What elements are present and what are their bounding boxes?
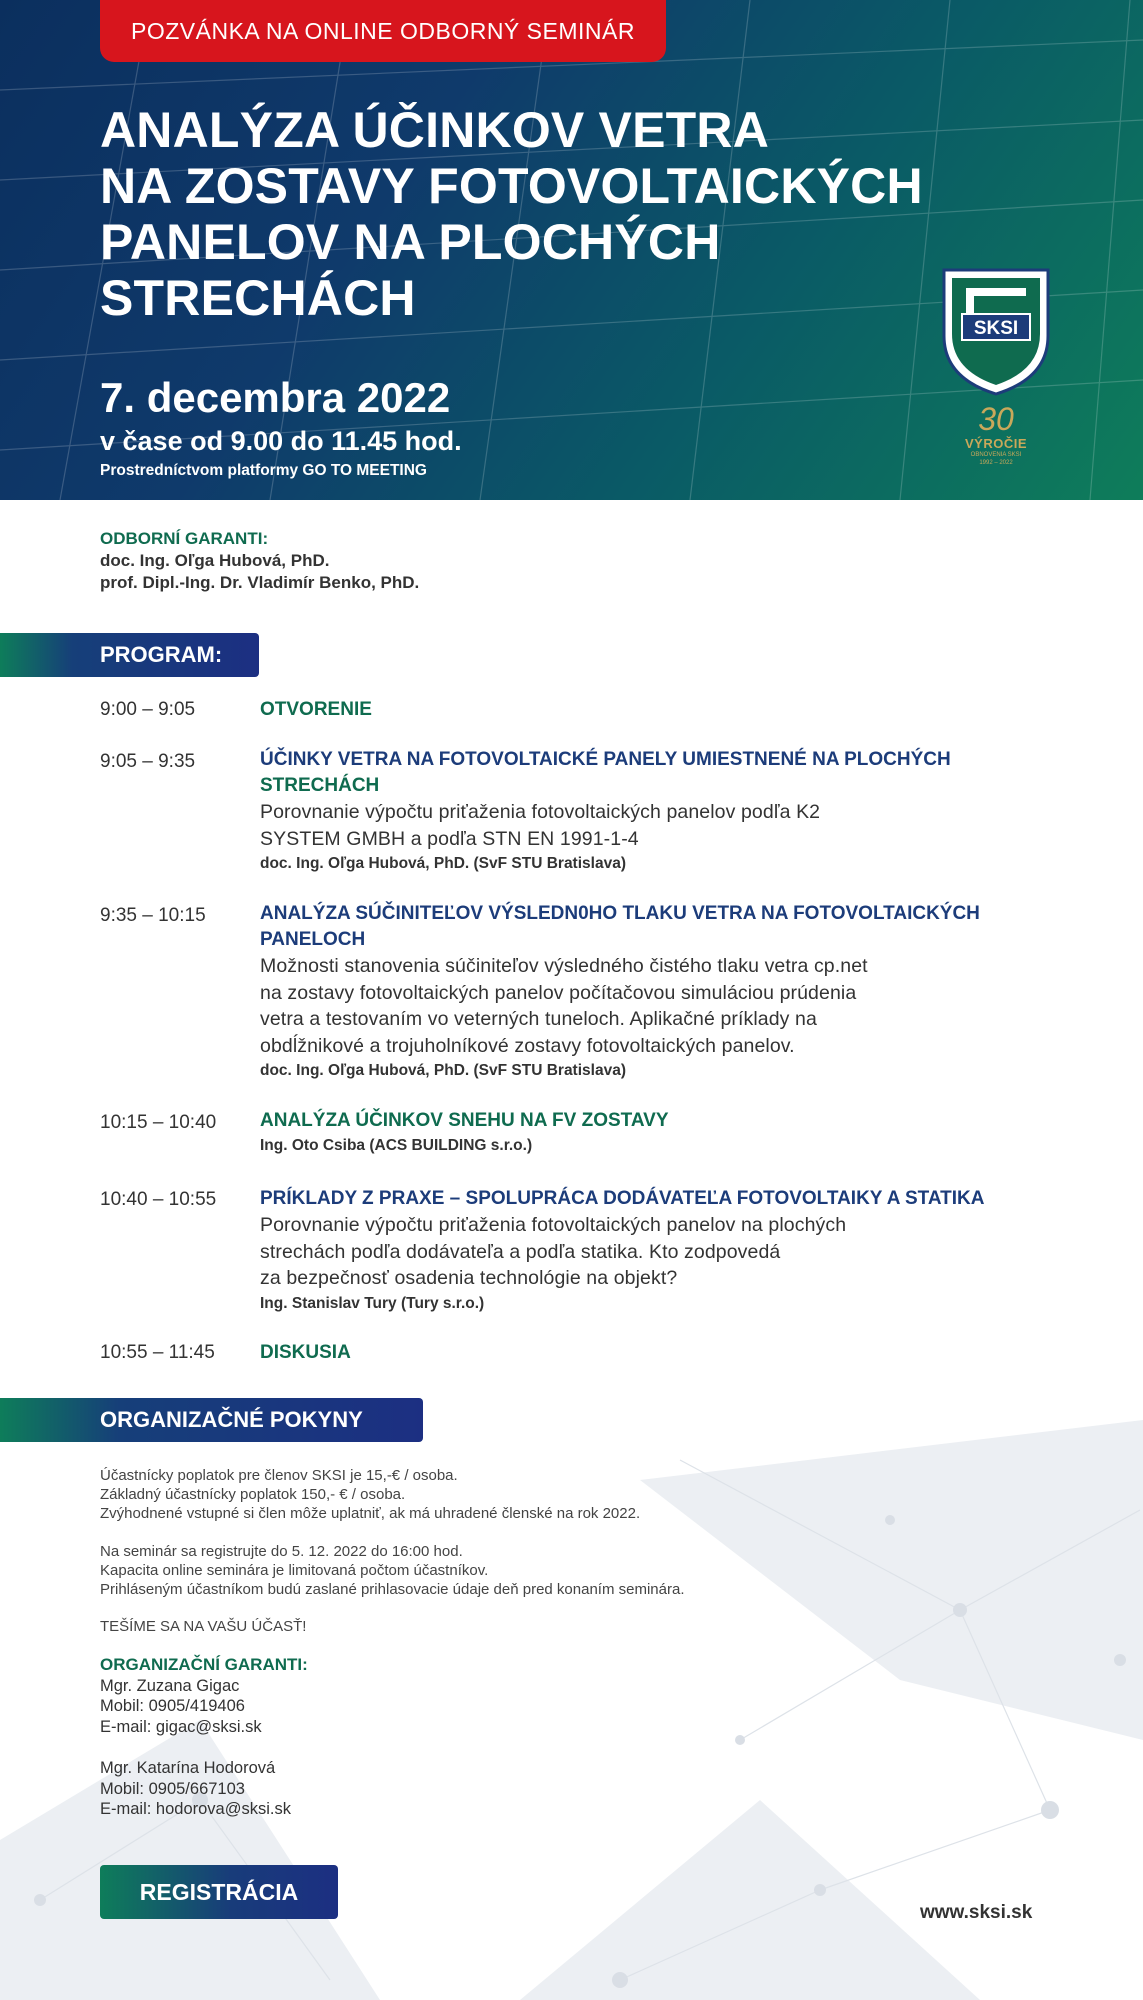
hero-banner [0,0,1143,500]
guarantor-name: doc. Ing. Oľga Hubová, PhD. [100,551,330,570]
program-time: 9:00 – 9:05 [100,699,196,720]
contact-mobile: Mobil: 0905/667103 [100,1779,245,1798]
registration-button[interactable]: REGISTRÁCIA [100,1865,338,1919]
program-item-desc: obdĺžnikové a trojuholníkové zostavy fotovoltaických panelov. [260,1034,795,1057]
program-item-speaker: Ing. Stanislav Tury (Tury s.r.o.) [260,1294,485,1312]
title-line: STRECHÁCH [100,270,416,326]
fee-line: Základný účastnícky poplatok 150,- € / osoba. [100,1486,406,1503]
program-item [260,747,1060,876]
anniversary-badge [956,402,1036,467]
program-banner [0,633,259,677]
registration-line: Prihláseným účastníkom budú zaslané prihlasovacie údaje deň pred konaním seminára. [100,1581,685,1598]
logo-text: SKSI [973,318,1019,339]
anniversary-number: 30 [978,401,1014,437]
program-item-title: ÚČINKY VETRA NA FOTOVOLTAICKÉ PANELY UMIESTNENÉ NA PLOCHÝCH [260,749,951,770]
program-item [260,1340,1060,1366]
program-item [260,1108,1060,1158]
program-item-desc: Porovnanie výpočtu priťaženia fotovoltaických panelov podľa K2 [260,801,821,823]
program-item-desc: strechách podľa dodávateľa a podľa statika. Kto zodpovedá [260,1240,781,1263]
organizational-heading: ORGANIZAČNÉ POKYNY [100,1407,363,1432]
registration-info-block [100,1542,685,1599]
program-item-title: PRÍKLADY Z PRAXE – SPOLUPRÁCA DODÁVATEĽA FOTOVOLTAIKY A STATIKA [260,1188,985,1209]
program-item-title: OTVORENIE [260,699,372,720]
organizational-banner [0,1398,423,1442]
program-item-desc: vetra a testovaním vo veterných tuneloch. Aplikačné príklady na [260,1008,817,1030]
program-time: 10:55 – 11:45 [100,1342,215,1363]
title-line: PANELOV NA PLOCHÝCH [100,214,721,270]
program-item-desc: Porovnanie výpočtu priťaženia fotovoltaických panelov na plochých [260,1214,847,1236]
program-item [260,1186,1060,1316]
shield-icon [940,266,1052,398]
website-link[interactable]: www.sksi.sk [920,1902,1033,1923]
program-item-desc: za bezpečnosť osadenia technológie na objekt? [260,1267,678,1289]
fee-line: Účastnícky poplatok pre členov SKSI je 15,-€ / osoba. [100,1467,458,1484]
contacts-heading: ORGANIZAČNÍ GARANTI: [100,1655,308,1674]
program-item [260,901,1060,1083]
program-item-speaker: doc. Ing. Oľga Hubová, PhD. (SvF STU Bratislava) [260,855,626,872]
registration-line: Na seminár sa registrujte do 5. 12. 2022 do 16:00 hod. [100,1543,463,1560]
event-title [100,102,1060,326]
program-item-speaker: Ing. Oto Csiba (ACS BUILDING s.r.o.) [260,1137,533,1154]
program-item-desc: SYSTEM GMBH a podľa STN EN 1991-1-4 [260,827,639,850]
program-item-title: PANELOCH [260,929,366,950]
anniversary-word: VÝROČIE [964,436,1027,451]
program-time: 9:35 – 10:15 [100,905,206,926]
program-item-title: DISKUSIA [260,1342,351,1363]
greeting: TEŠÍME SA NA VAŠU ÚČASŤ! [100,1618,307,1635]
event-platform: Prostredníctvom platformy GO TO MEETING [100,462,427,479]
guarantor-name: prof. Dipl.-Ing. Dr. Vladimír Benko, PhD. [100,573,420,592]
program-item-desc: na zostavy fotovoltaických panelov počítačovou simuláciou prúdenia [260,981,857,1004]
program-time: 10:15 – 10:40 [100,1112,217,1133]
anniversary-sub: OBNOVENIA SKSI [970,452,1022,458]
program-time: 9:05 – 9:35 [100,751,196,772]
title-line: ANALÝZA ÚČINKOV VETRA [100,102,770,158]
contact-name: Mgr. Zuzana Gigac [100,1676,240,1695]
program-item-title: ANALÝZA SÚČINITEĽOV VÝSLEDN0HO TLAKU VETRA NA FOTOVOLTAICKÝCH [260,903,980,924]
fees-block [100,1466,640,1523]
fee-line: Zvýhodnené vstupné si člen môže uplatniť, ak má uhradené členské na rok 2022. [100,1505,641,1522]
program-item-title: STRECHÁCH [260,775,380,796]
guarantors-heading: ODBORNÍ GARANTI: [100,529,269,548]
program-time: 10:40 – 10:55 [100,1189,217,1210]
expert-guarantors [100,528,419,594]
contact-mobile: Mobil: 0905/419406 [100,1697,245,1715]
program-item-title: ANALÝZA ÚČINKOV SNEHU NA FV ZOSTAVY [260,1110,669,1131]
program-item [260,697,1060,723]
program-item-speaker: doc. Ing. Oľga Hubová, PhD. (SvF STU Bratislava) [260,1062,626,1079]
event-date: 7. decembra 2022 [100,374,451,421]
program-heading: PROGRAM: [100,642,223,667]
contact-name: Mgr. Katarína Hodorová [100,1759,276,1777]
program-item-desc: Možnosti stanovenia súčiniteľov výsledného čistého tlaku vetra cp.net [260,955,868,977]
organizational-contacts [100,1655,308,1820]
sksi-logo [940,266,1052,398]
contact-email[interactable]: E-mail: gigac@sksi.sk [100,1717,262,1736]
registration-line: Kapacita online seminára je limitovaná počtom účastníkov. [100,1562,489,1579]
anniversary-years: 1992 – 2022 [979,460,1013,466]
contact-email[interactable]: E-mail: hodorova@sksi.sk [100,1800,291,1818]
event-type-label: POZVÁNKA NA ONLINE ODBORNÝ SEMINÁR [100,0,666,62]
event-time: v čase od 9.00 do 11.45 hod. [100,426,462,456]
title-line: NA ZOSTAVY FOTOVOLTAICKÝCH [100,158,923,214]
